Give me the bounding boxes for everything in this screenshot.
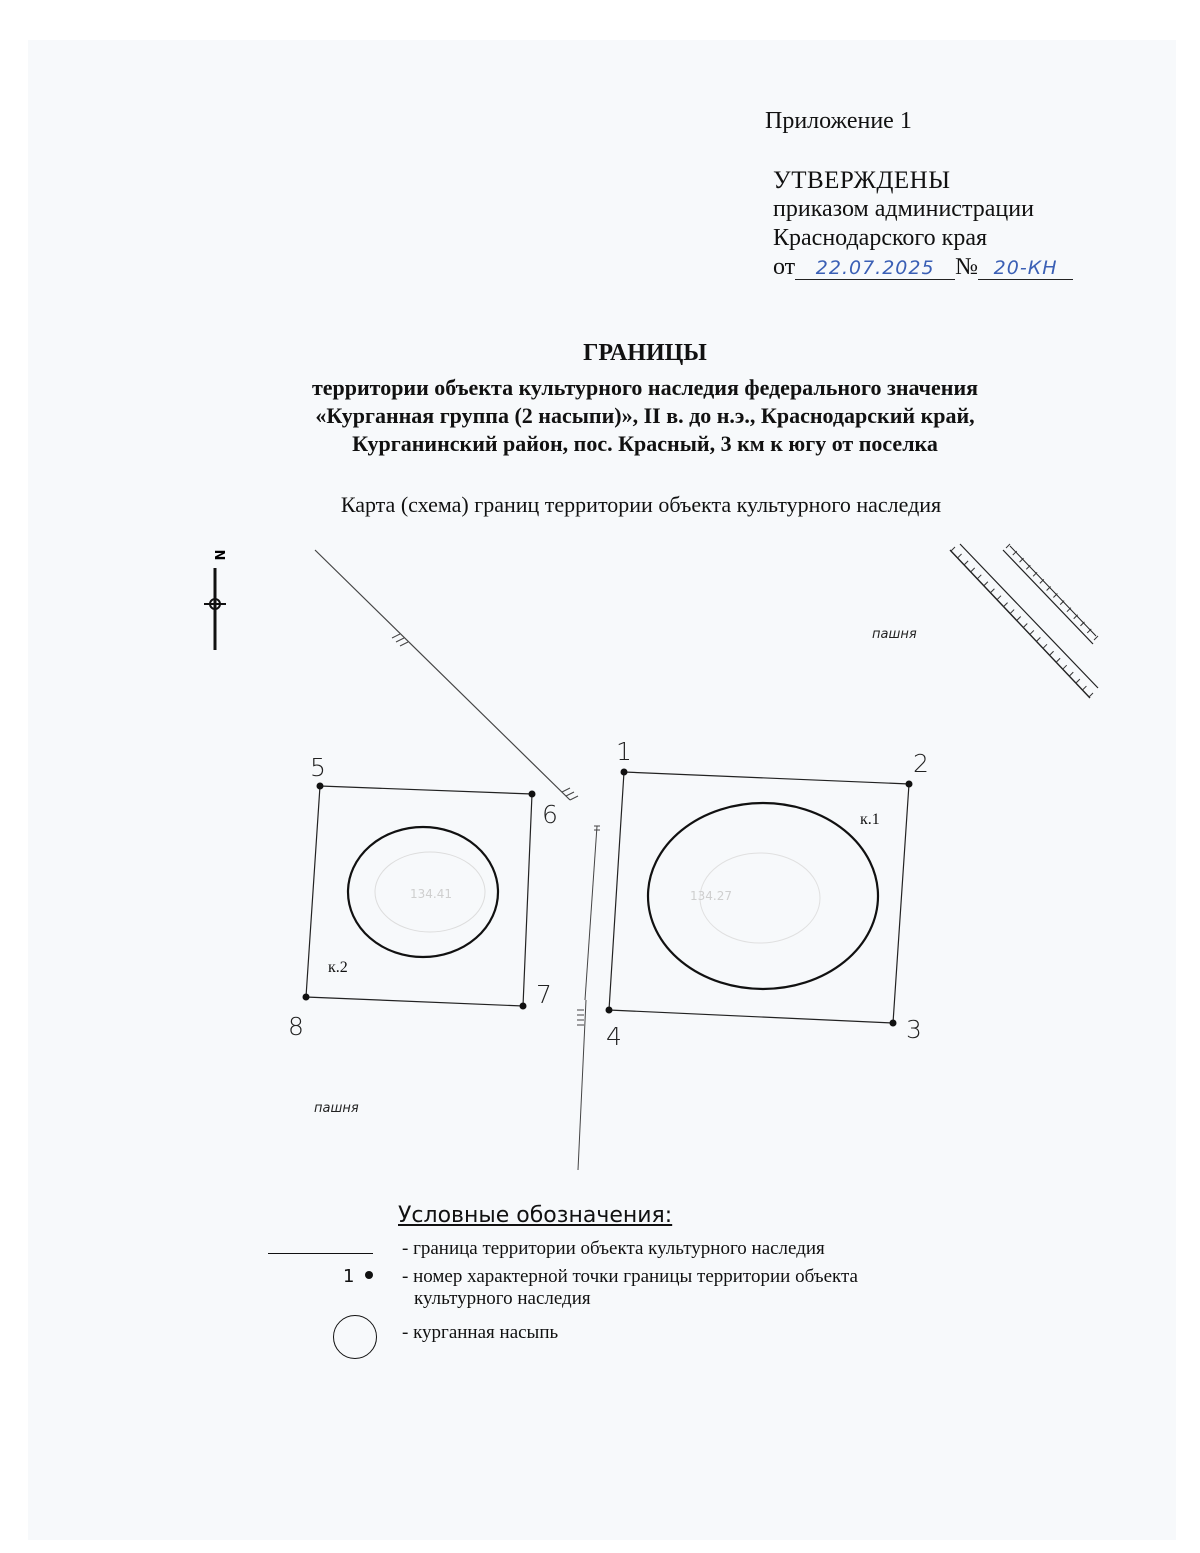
railway-tie xyxy=(1010,610,1014,614)
boundary-point-7 xyxy=(520,1003,527,1010)
railway-tie xyxy=(1030,630,1034,634)
north-label: N xyxy=(211,549,226,561)
approval-number-sign: № xyxy=(955,254,979,280)
boundary-point-1 xyxy=(621,769,628,776)
approval-number: 20-КН xyxy=(978,257,1073,280)
railway-tie xyxy=(964,561,968,565)
railway-tie xyxy=(1050,651,1054,655)
legend-boundary-text: - граница территории объекта культурного наследия xyxy=(402,1238,825,1259)
railway-tie xyxy=(971,568,975,572)
legend-point-dot-icon xyxy=(365,1271,373,1279)
approval-block xyxy=(773,166,1073,282)
approval-date-prefix: от xyxy=(773,254,796,280)
subtitle-line-1: территории объекта культурного наследия федерального значения xyxy=(311,375,979,400)
kurgan-2-label: к.2 xyxy=(328,959,348,976)
subtitle-line-2: «Курганная группа (2 насыпи)», II в. до н.э., Краснодарский край, xyxy=(315,403,975,428)
point-number-7: 7 xyxy=(536,980,552,1009)
kurgan-2-elevation: 134.41 xyxy=(410,887,452,901)
railway-tie xyxy=(1063,665,1067,669)
approval-line-1: приказом администрации xyxy=(773,196,1034,222)
kurgan-1-mound xyxy=(648,803,878,989)
railway-tie xyxy=(1017,617,1021,621)
railway-tie xyxy=(951,547,955,551)
railway-tie xyxy=(997,596,1001,600)
point-number-8: 8 xyxy=(288,1012,304,1041)
railway-line xyxy=(950,544,1098,698)
boundary-map xyxy=(0,530,1200,1190)
field-path-line xyxy=(577,826,600,1170)
kurgan-1-elevation: 134.27 xyxy=(690,889,732,903)
legend-mound-text: - курганная насыпь xyxy=(402,1322,559,1343)
railway-tie xyxy=(1023,623,1027,627)
legend-point-text-line-2: культурного наследия xyxy=(414,1288,591,1309)
legend-point-number: 1 xyxy=(343,1266,355,1287)
railway-tie xyxy=(1069,672,1073,676)
appendix-label: Приложение 1 xyxy=(765,108,912,134)
point-number-1: 1 xyxy=(616,737,632,766)
railway-tie xyxy=(1094,636,1098,640)
approval-date: 22.07.2025 xyxy=(795,257,955,280)
point-number-6: 6 xyxy=(542,800,558,829)
approval-line-2: Краснодарского края xyxy=(773,225,988,251)
railway-tie xyxy=(1006,544,1010,548)
point-number-4: 4 xyxy=(606,1022,622,1051)
legend-point-text-line-1: - номер характерной точки границы территории объекта xyxy=(402,1266,858,1287)
boundary-point-3 xyxy=(890,1020,897,1027)
railway-tie xyxy=(1004,603,1008,607)
railway-tie xyxy=(1082,686,1086,690)
subtitle-line-3: Курганинский район, пос. Красный, 3 км к югу от поселка xyxy=(352,431,938,456)
point-number-3: 3 xyxy=(906,1015,922,1044)
field-label-bottom: пашня xyxy=(314,1101,359,1116)
boundary-point-4 xyxy=(606,1007,613,1014)
document-subtitle xyxy=(0,374,1200,458)
railway-tie xyxy=(1089,693,1093,697)
railway-tie xyxy=(1076,679,1080,683)
point-number-2: 2 xyxy=(913,749,929,778)
north-arrow-icon xyxy=(204,550,226,650)
railway-tie xyxy=(1043,644,1047,648)
railway-tie xyxy=(990,589,994,593)
approval-date-line xyxy=(773,253,1073,282)
railway-tie xyxy=(958,554,962,558)
boundary-plot-1 xyxy=(609,772,909,1023)
point-number-5: 5 xyxy=(310,753,326,782)
railway-tie xyxy=(977,575,981,579)
boundary-point-6 xyxy=(529,791,536,798)
boundary-point-2 xyxy=(906,781,913,788)
map-caption: Карта (схема) границ территории объекта культурного наследия xyxy=(340,492,942,517)
approval-title: УТВЕРЖДЕНЫ xyxy=(773,167,951,194)
legend-title: Условные обозначения: xyxy=(398,1203,673,1228)
railway-tie xyxy=(1056,658,1060,662)
document-title: ГРАНИЦЫ xyxy=(583,340,707,366)
road-line-northwest xyxy=(315,550,578,800)
legend-mound-circle-icon xyxy=(333,1315,377,1359)
railway-tie xyxy=(1036,637,1040,641)
legend-point-text xyxy=(402,1266,1022,1310)
legend-boundary-sample xyxy=(268,1253,373,1254)
boundary-point-5 xyxy=(317,783,324,790)
boundary-points xyxy=(303,769,913,1027)
railway-tie xyxy=(984,582,988,586)
field-label-top: пашня xyxy=(872,627,917,642)
kurgan-1-label: к.1 xyxy=(860,811,880,828)
boundary-point-8 xyxy=(303,994,310,1001)
